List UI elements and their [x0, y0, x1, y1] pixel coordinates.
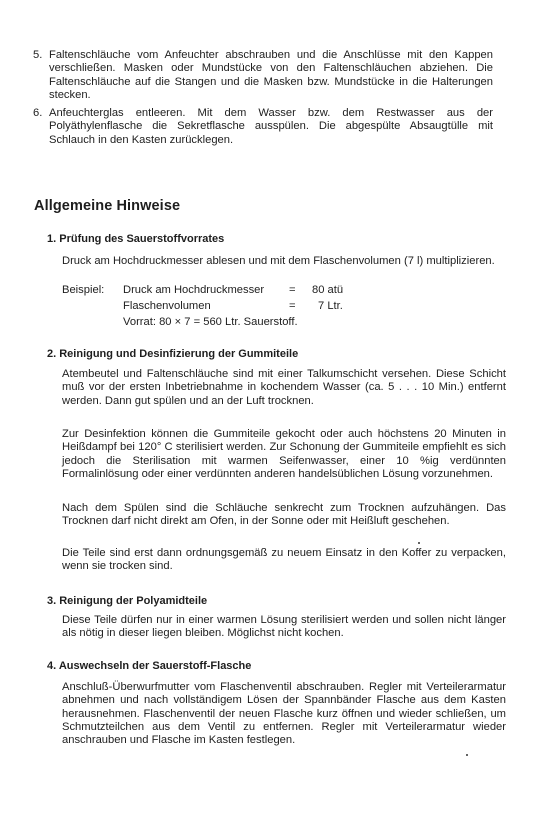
subsection-heading: 2. Reinigung und Desinfizierung der Gummiteile [47, 348, 299, 360]
item-number: 6. [33, 107, 43, 119]
example-result: Vorrat: 80 × 7 = 560 Ltr. Sauerstoff. [123, 316, 298, 328]
item-number: 5. [33, 49, 43, 61]
item-text: Faltenschläuche vom Anfeuchter abschrauben und die Anschlüsse mit den Kappen verschließen. Masken oder Mundstücke von den Faltenschläuchen abziehen. Die Faltenschläuche auf die Stangen und die Masken bzw. Mundstücke in die Halterungen stecken. [49, 49, 493, 101]
paragraph: Nach dem Spülen sind die Schläuche senkrecht zum Trocknen aufzuhängen. Das Trocknen darf nicht direkt am Ofen, in der Sonne oder mit Heißluft geschehen. [62, 502, 506, 528]
example-row-name: Druck am Hochdruckmesser [123, 284, 265, 296]
paragraph: Druck am Hochdruckmesser ablesen und mit dem Flaschenvolumen (7 l) multiplizieren. [62, 255, 495, 267]
example-row-value: 80 atü [312, 284, 344, 296]
subsection-heading: 4. Auswechseln der Sauerstoff-Flasche [47, 660, 252, 672]
paragraph: Anschluß-Überwurfmutter vom Flaschenventil abschrauben. Regler mit Verteilerarmatur abnehmen und nach vollständigem Lösen der Spannbänder Flasche aus dem Kasten herausnehmen. Flaschenventil der neuen Flasche kurz öffnen und wieder schließen, um Schmutzteilchen aus dem Ventil zu entfernen. Regler mit Verteilerarmatur wieder anschrauben und Flasche im Kasten festlegen. [62, 681, 506, 747]
example-row-value: 7 Ltr. [318, 300, 343, 312]
section-title: Allgemeine Hinweise [34, 198, 181, 214]
example-row-eq: = [289, 300, 296, 312]
print-speck [418, 542, 420, 544]
subsection-heading: 1. Prüfung des Sauerstoffvorrates [47, 233, 225, 245]
example-label: Beispiel: [62, 284, 105, 296]
example-row-name: Flaschenvolumen [123, 300, 211, 312]
paragraph: Zur Desinfektion können die Gummiteile gekocht oder auch höchstens 20 Minuten in Heißdampf bei 120° C sterilisiert werden. Zur Schonung der Gummiteile empfiehlt es sich jedoch die Sterilisation mit warmen Seifenwasser, einer 10 %ig verdünnten Formalinlösung oder einer verdünnten anderen handelsüblichen Lösung vorzunehmen. [62, 428, 506, 480]
example-row-eq: = [289, 284, 296, 296]
paragraph: Die Teile sind erst dann ordnungsgemäß zu neuem Einsatz in den Koffer zu verpacken, wenn sie trocken sind. [62, 547, 506, 573]
paragraph: Diese Teile dürfen nur in einer warmen Lösung sterilisiert werden und sollen nicht länger als nötig in dieser liegen bleiben. Möglichst nicht kochen. [62, 614, 506, 640]
print-speck [466, 754, 468, 756]
subsection-heading: 3. Reinigung der Polyamidteile [47, 595, 208, 607]
item-text: Anfeuchterglas entleeren. Mit dem Wasser bzw. dem Restwasser aus der Polyäthylenflasche die Sekretflasche ausspülen. Die abgespülte Absaugtülle mit Schlauch in den Kasten zurücklegen. [49, 107, 493, 146]
paragraph: Atembeutel und Faltenschläuche sind mit einer Talkumschicht versehen. Diese Schicht muß vor der ersten Inbetriebnahme in kochendem Wasser (ca. 5 . . . 10 Min.) entfernt werden. Dann gut spülen und an der Luft trocknen. [62, 368, 506, 407]
